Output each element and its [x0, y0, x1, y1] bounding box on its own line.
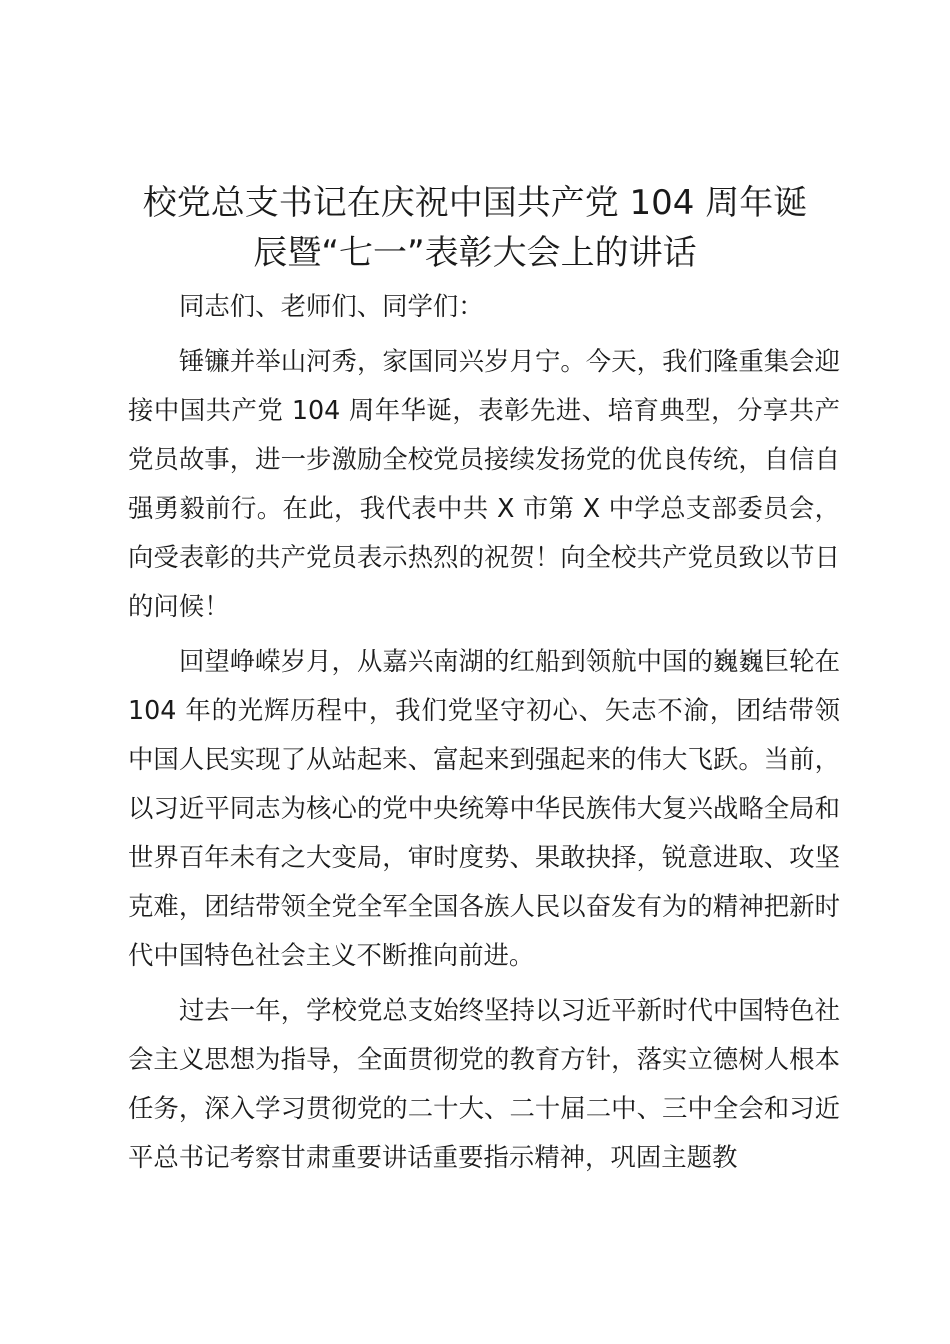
document-title: [100, 178, 850, 278]
salutation: 同志们、老师们、同学们：: [179, 291, 484, 321]
document-body: [128, 282, 840, 1182]
title-line-1: 校党总支书记在庆祝中国共产党 104 周年诞: [142, 183, 808, 223]
paragraph-2: 回望峥嵘岁月，从嘉兴南湖的红船到领航中国的巍巍巨轮在 104 年的光辉历程中，我们党坚守初心、矢志不渝，团结带领中国人民实现了从站起来、富起来到强起来的伟大飞跃。当前，以习近平同志为核心的党中央统筹中华民族伟大复兴战略全局和世界百年未有之大变局，审时度势、果敢抉择，锐意进取、攻坚克难，团结带领全党全军全国各族人民以奋发有为的精神把新时代中国特色社会主义不断推向前进。: [128, 646, 840, 970]
title-line-2: 辰暨“七一”表彰大会上的讲话: [253, 233, 697, 273]
paragraph-3: 过去一年，学校党总支始终坚持以习近平新时代中国特色社会主义思想为指导，全面贯彻党的教育方针，落实立德树人根本任务，深入学习贯彻党的二十大、二十届二中、三中全会和习近平总书记考察甘肃重要讲话重要指示精神，巩固主题教: [128, 995, 840, 1172]
paragraph-1: 锤镰并举山河秀，家国同兴岁月宁。今天，我们隆重集会迎接中国共产党 104 周年华诞，表彰先进、培育典型，分享共产党员故事，进一步激励全校党员接续发扬党的优良传统，自信自强勇毅前行。在此，我代表中共 X 市第 X 中学总支部委员会，向受表彰的共产党员表示热烈的祝贺！向全校共产党员致以节日的问候！: [128, 346, 840, 621]
